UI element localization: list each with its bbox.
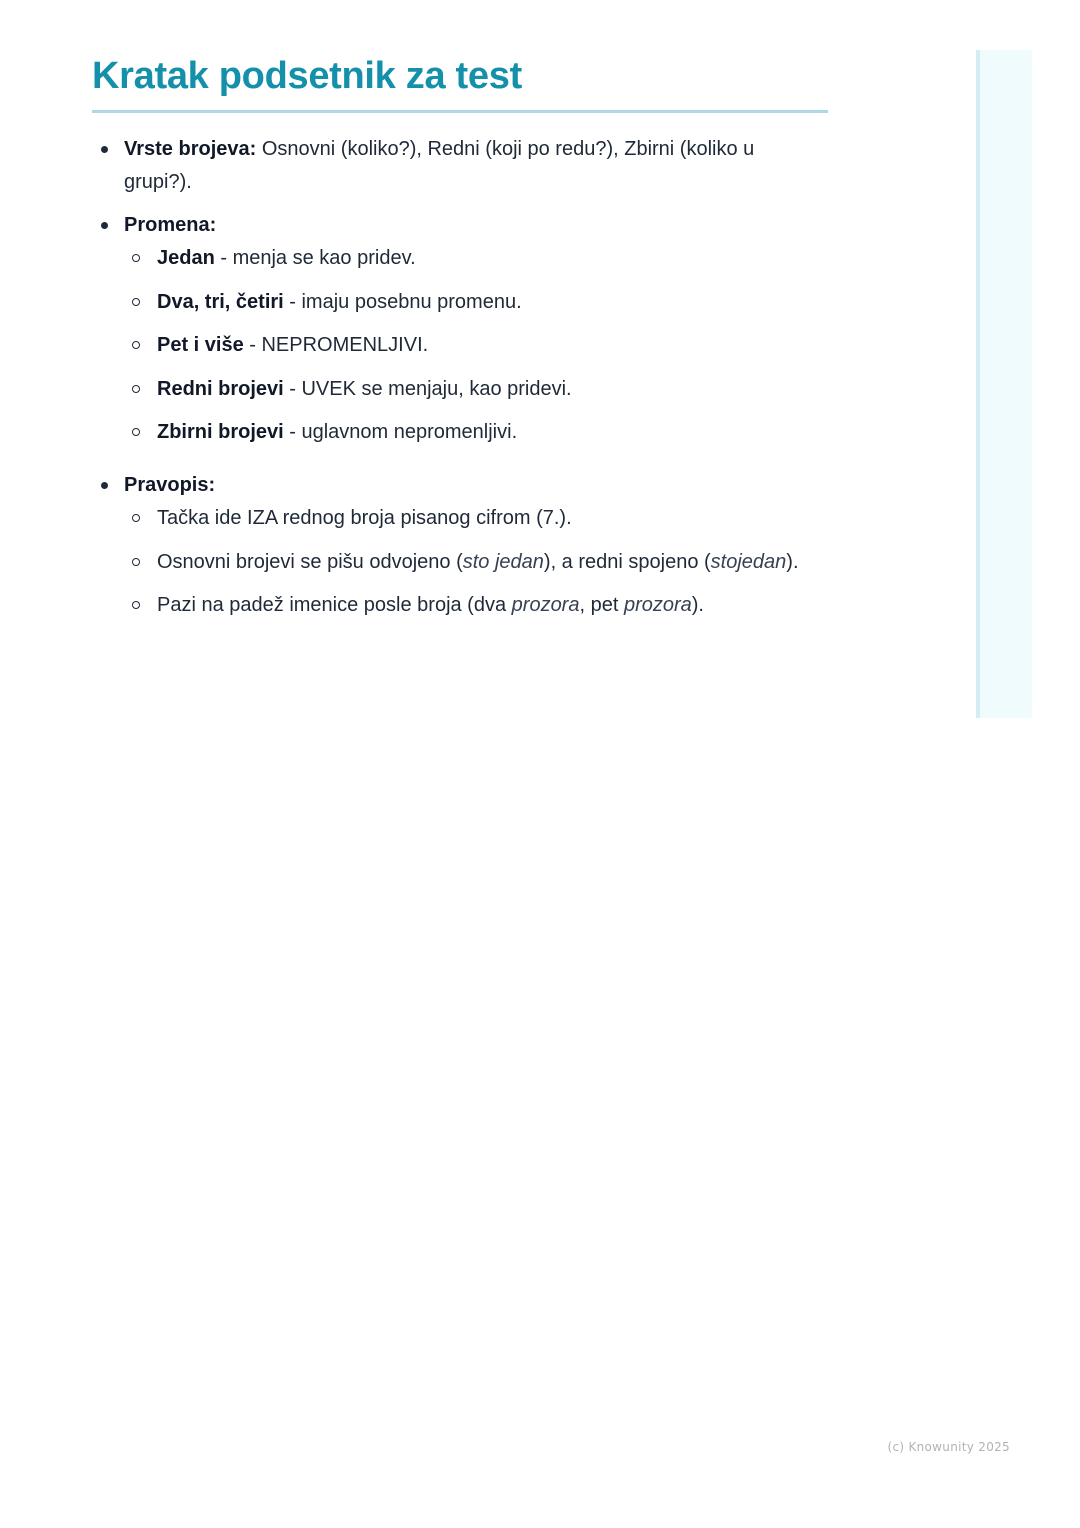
item-label: Vrste brojeva: (124, 138, 257, 160)
sub-item-text: Tačka ide IZA rednog broja pisanog cifrom (7.). (157, 507, 572, 529)
page-title: Kratak podsetnik za test (92, 55, 522, 97)
side-panel (976, 50, 1032, 718)
sub-item-text: - imaju posebnu promenu. (283, 290, 522, 313)
italic-example: stojedan (710, 550, 787, 573)
circle-bullet-icon (132, 341, 140, 349)
sub-item-text: ), a redni spojeno ( (543, 550, 711, 573)
sub-item-label: Redni brojevi (157, 377, 284, 400)
circle-bullet-icon (132, 385, 140, 393)
copyright-footer: (c) Knowunity 2025 (887, 1440, 1010, 1454)
sub-item-text: Pazi na padež imenice posle broja (dva (157, 594, 512, 616)
sub-item (124, 373, 812, 406)
sub-item (124, 242, 812, 275)
sub-item-text: - uglavnom nepromenljivi. (283, 421, 518, 443)
list-item-vrste-brojeva (92, 133, 812, 199)
main-list (92, 133, 812, 622)
item-text: Osnovni (koliko?), Redni (koji po redu?), Zbirni (koliko u grupi?). (124, 138, 755, 193)
bullet-icon (101, 146, 108, 153)
bullet-icon (101, 222, 108, 229)
circle-bullet-icon (132, 298, 140, 306)
sub-item (124, 416, 812, 449)
sub-item (124, 286, 812, 319)
italic-example: prozora (623, 594, 692, 616)
circle-bullet-icon (132, 254, 140, 262)
sub-item-text: ). (691, 594, 704, 616)
sub-item-text: - NEPROMENLJIVI. (243, 334, 429, 356)
list-item-pravopis (92, 469, 812, 622)
item-label: Promena: (124, 214, 217, 236)
italic-example: prozora (511, 594, 580, 616)
sub-list-promena (124, 242, 812, 449)
sub-item (124, 329, 812, 362)
list-item-promena (92, 209, 812, 449)
sub-item-label: Pet i više (157, 334, 244, 356)
sub-list-pravopis (124, 502, 812, 622)
sub-item-text: Osnovni brojevi se pišu odvojeno ( (157, 550, 463, 573)
circle-bullet-icon (132, 601, 140, 609)
sub-item-text: - menja se kao pridev. (214, 247, 416, 269)
circle-bullet-icon (132, 514, 140, 522)
bullet-icon (101, 482, 108, 489)
sub-item-label: Jedan (157, 247, 215, 269)
sub-item-text: , pet (579, 594, 624, 616)
sub-item-text: ). (786, 550, 799, 573)
sub-item (124, 502, 812, 535)
item-label: Pravopis: (124, 474, 216, 496)
circle-bullet-icon (132, 558, 140, 566)
italic-example: sto jedan (462, 550, 544, 573)
sub-item (124, 546, 812, 579)
title-divider (92, 110, 828, 113)
sub-item (124, 589, 812, 622)
sub-item-label: Dva, tri, četiri (157, 290, 284, 313)
document-body (92, 133, 812, 632)
sub-item-text: - UVEK se menjaju, kao pridevi. (283, 377, 572, 400)
sub-item-label: Zbirni brojevi (157, 421, 284, 443)
circle-bullet-icon (132, 428, 140, 436)
